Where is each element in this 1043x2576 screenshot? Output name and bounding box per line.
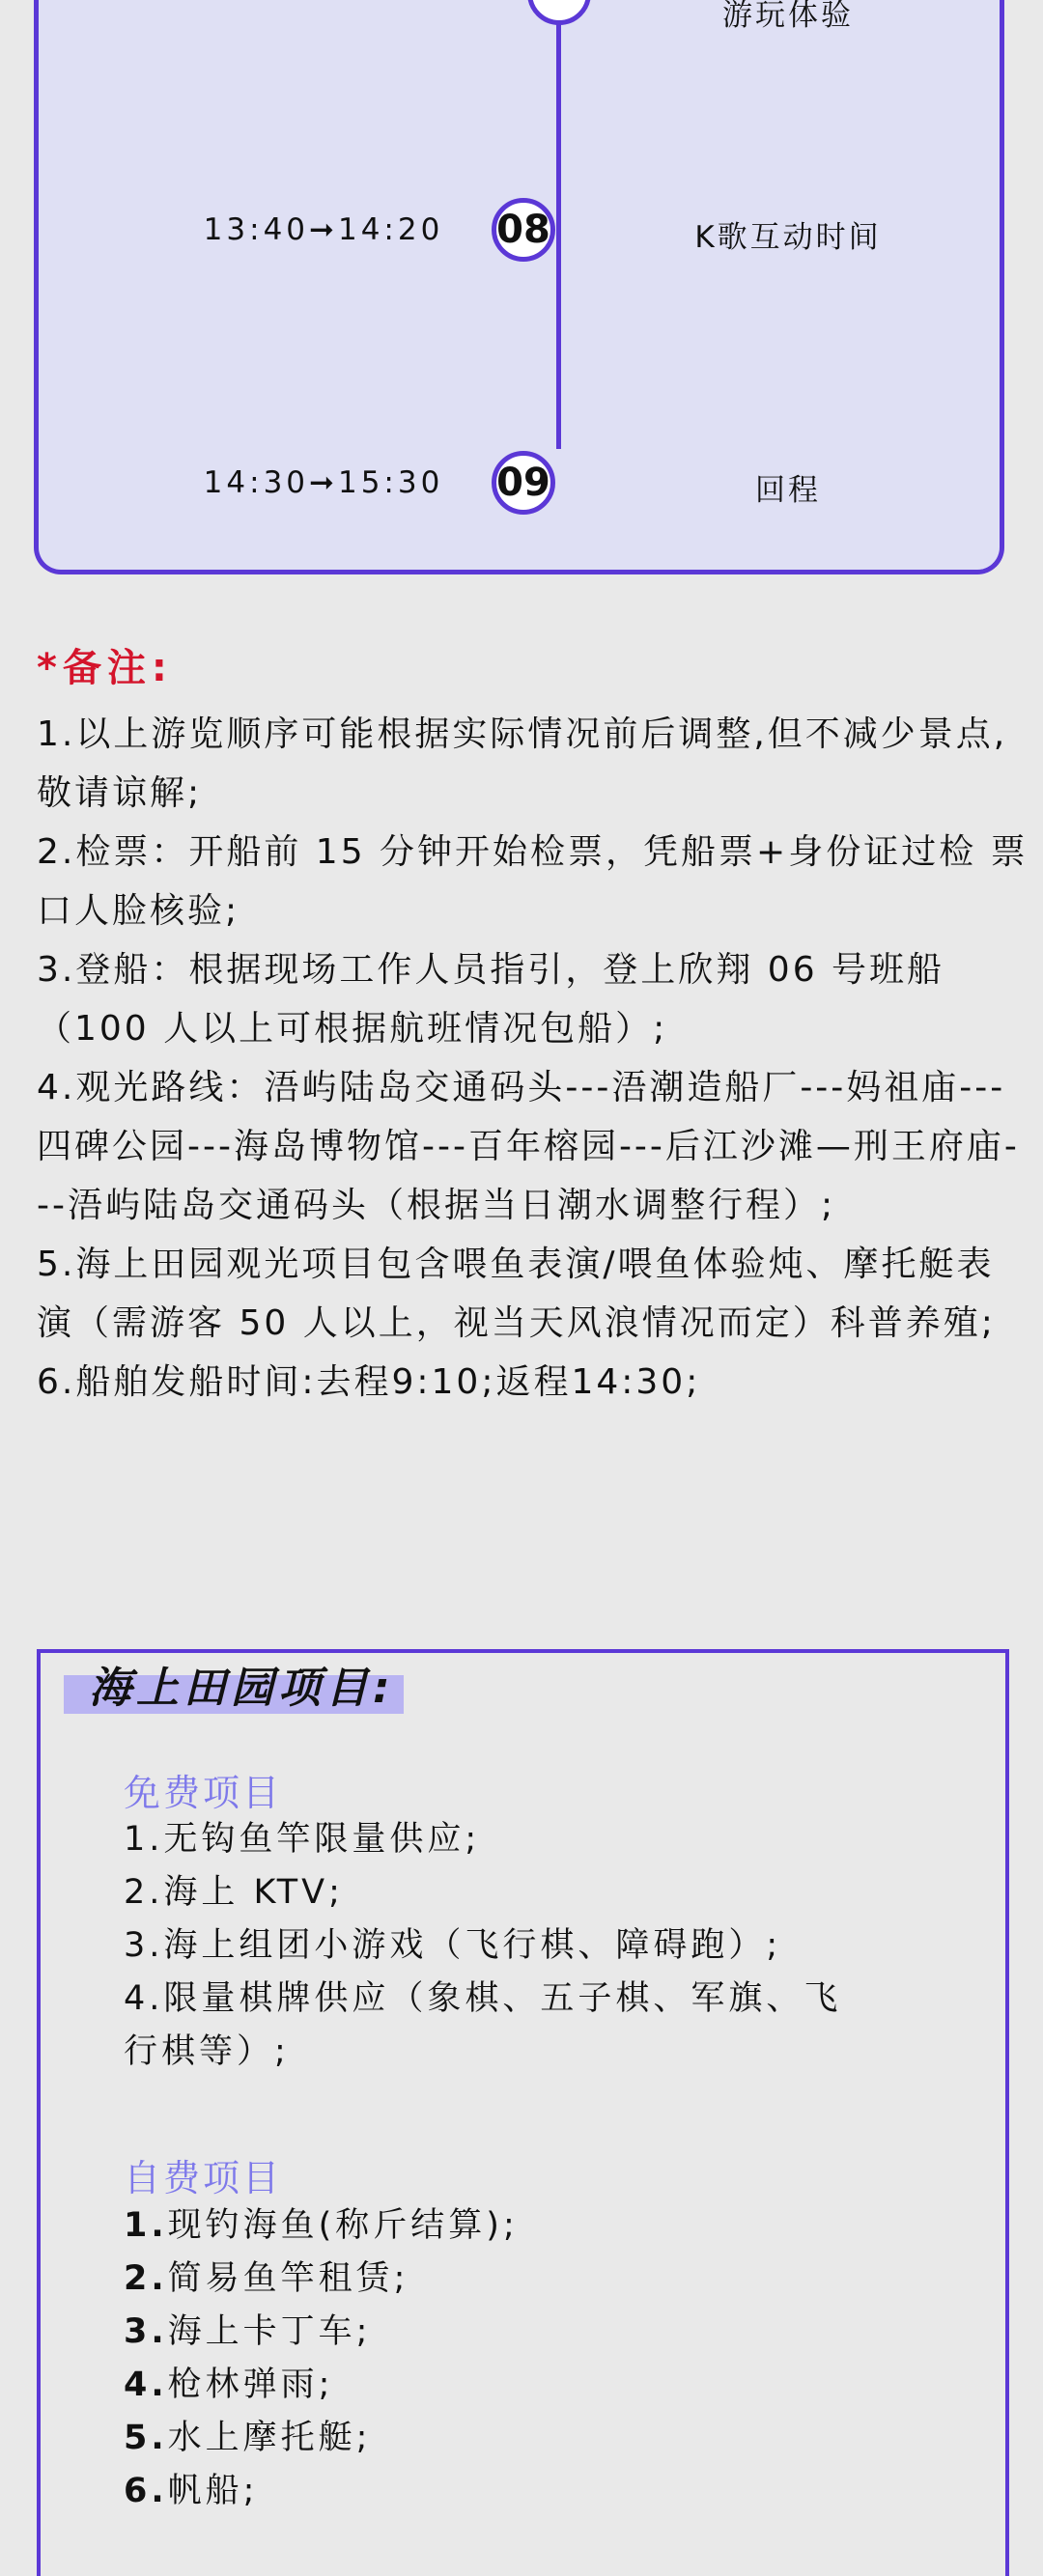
item-number: 4. xyxy=(124,2366,168,2404)
paid-project-item xyxy=(124,2359,925,2412)
paid-project-item xyxy=(124,2199,925,2253)
timeline-time-08: 13:40➞14:20 xyxy=(203,212,444,247)
paid-project-item xyxy=(124,2412,925,2465)
item-text: 帆船; xyxy=(167,2472,259,2510)
item-number: 5. xyxy=(124,2419,168,2457)
free-project-item: 1.无钩鱼竿限量供应; xyxy=(124,1820,481,1859)
item-number: 2. xyxy=(124,2259,168,2298)
item-text: 海上卡丁车; xyxy=(167,2312,372,2351)
timeline-line xyxy=(556,0,561,449)
timeline-label-09: 回程 xyxy=(755,473,821,508)
paid-projects-list xyxy=(124,2199,925,2518)
timeline-label-partial: 游玩体验 xyxy=(722,0,854,33)
timeline-node-07 xyxy=(527,0,591,25)
paid-projects-title: 自费项目 xyxy=(124,2157,283,2199)
paid-project-item xyxy=(124,2253,925,2306)
note-item: 4.观光路线：浯屿陆岛交通码头---浯潮造船厂---妈祖庙---四碑公园---海岛博物馆---百年榕园---后江沙滩—刑王府庙---浯屿陆岛交通码头（根据当日潮水调整行程）; xyxy=(37,1068,1020,1225)
free-projects-list xyxy=(124,1813,925,2079)
timeline-panel xyxy=(34,0,1004,574)
item-text: 枪林弹雨; xyxy=(167,2366,334,2404)
free-project-item: 2.海上 KTV; xyxy=(124,1873,344,1912)
free-project-item: 3.海上组团小游戏（飞行棋、障碍跑）; xyxy=(124,1926,782,1965)
item-text: 简易鱼竿租赁; xyxy=(167,2259,409,2298)
free-projects-title: 免费项目 xyxy=(124,1772,283,1814)
item-text: 现钓海鱼(称斤结算); xyxy=(167,2206,519,2245)
item-number: 3. xyxy=(124,2312,168,2351)
paid-project-item xyxy=(124,2306,925,2359)
note-item: 6.船舶发船时间:去程9:10;返程14:30; xyxy=(37,1362,701,1402)
timeline-time-09: 14:30➞15:30 xyxy=(203,465,444,500)
timeline-node-09: 09 xyxy=(492,451,555,515)
note-item: 5.海上田园观光项目包含喂鱼表演/喂鱼体验炖、摩托艇表演（需游客 50 人以上，视当天风浪情况而定）科普养殖; xyxy=(37,1245,996,1343)
item-text: 水上摩托艇; xyxy=(167,2419,372,2457)
timeline-label-08: K歌互动时间 xyxy=(694,220,882,255)
timeline-node-08: 08 xyxy=(492,198,555,262)
note-item: 3.登船：根据现场工作人员指引，登上欣翔 06 号班船（100 人以上可根据航班情况包船）; xyxy=(37,950,945,1049)
projects-title: 海上田园项目: xyxy=(89,1664,395,1713)
notes-list xyxy=(37,705,1031,1412)
paid-project-item xyxy=(124,2465,925,2518)
item-number: 1. xyxy=(124,2206,168,2245)
note-item: 2.检票：开船前 15 分钟开始检票，凭船票+身份证过检 票口人脸核验; xyxy=(37,832,1029,931)
free-project-item: 4.限量棋牌供应（象棋、五子棋、军旗、飞行棋等）; xyxy=(124,1979,842,2071)
notes-title: *备注: xyxy=(37,646,173,690)
note-item: 1.以上游览顺序可能根据实际情况前后调整,但不减少景点,敬请谅解; xyxy=(37,714,1008,813)
item-number: 6. xyxy=(124,2472,168,2510)
